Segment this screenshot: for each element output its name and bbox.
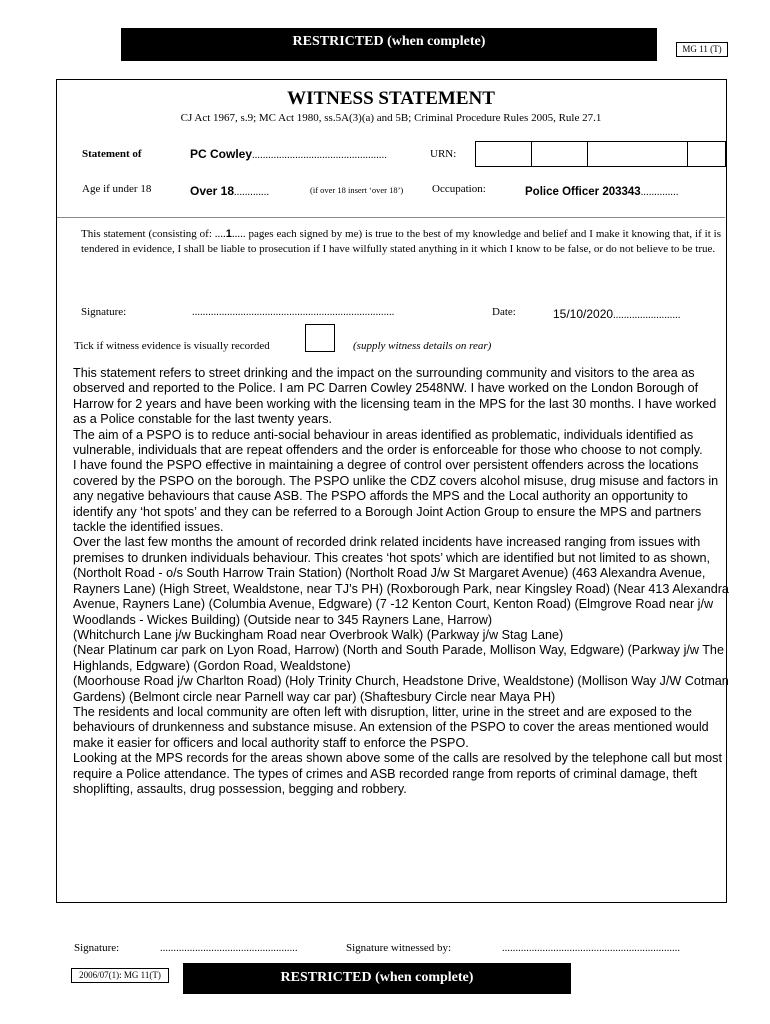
form-title: WITNESS STATEMENT [287, 88, 495, 109]
form-code-top: MG 11 (T) [676, 42, 728, 57]
tick-label: Tick if witness evidence is visually recorded [74, 340, 270, 352]
declaration-prefix: This statement (consisting of: .... [81, 228, 226, 240]
form-subtitle: CJ Act 1967, s.9; MC Act 1980, ss.5A(3)(a) and 5B; Criminal Procedure Rules 2005, Rule 27.1 [180, 112, 602, 124]
witnessed-signature-line[interactable]: .................................................................. [502, 943, 681, 954]
witnessed-label: Signature witnessed by: [346, 942, 452, 954]
statement-paragraph: Over the last few months the amount of recorded drink related incidents have increased ranging from issues with premises to drunken individuals behaviour. This creates ‘hot spots’ which are identified but not limited to as shown, [73, 535, 711, 565]
statement-paragraph: This statement refers to street drinking and the impact on the surrounding community and visitors to the area as observed and reported to the Police. I am PC Darren Cowley 2548NW. I have worked on the London Borough of Harrow for 2 years and have been working with the licensing team in the MPS for the last 30 months. I have worked as a Police constable for the last twenty years. [73, 366, 717, 427]
form-code-bottom: 2006/07(1): MG 11(T) [71, 968, 169, 983]
urn-cell-divider [587, 142, 588, 166]
tick-note: (supply witness details on rear) [353, 340, 492, 352]
statement-of-dots: .................................................. [252, 150, 388, 161]
urn-cell-divider [531, 142, 532, 166]
date-dots: ......................... [613, 310, 681, 321]
statement-paragraph: (Near Platinum car park on Lyon Road, Harrow) (North and South Parade, Mollison Way, Edgware) (Parkway j/w The Highlands, Edgware) (Gordon Road, Wealdstone) [73, 643, 724, 673]
statement-of-value: PC Cowley [190, 147, 253, 161]
occupation-field[interactable] [525, 182, 679, 200]
footer-signature-line[interactable]: ................................................... [160, 943, 298, 954]
visually-recorded-checkbox[interactable] [305, 324, 335, 352]
statement-paragraph: (Whitchurch Lane j/w Buckingham Road near Overbrook Walk) (Parkway j/w Stag Lane) [73, 627, 564, 642]
statement-of-field[interactable] [190, 145, 387, 163]
urn-field[interactable] [475, 141, 726, 167]
statement-paragraph: The residents and local community are often left with disruption, litter, urine in the street and are exposed to the behaviours of drunkenness and substance misuse. An extension of the PSPO to cover the areas mentioned would make it easier for officers and local authority staff to enforce the PSPO. [73, 704, 709, 750]
statement-paragraph: (Northolt Road - o/s South Harrow Train Station) (Northolt Road J/w St Margaret Avenue) (463 Alexandra Avenue, Rayners Lane) (High Street, Wealdstone, near TJ’s PH) (Roxborough Park, near Kingsley Road) (Near 413 Alexandra Avenue, Rayners Lane) (Columbia Avenue, Edgware) (7 -12 Kenton Court, Kenton Road) (Elmgrove Road near j/w Woodlands - Wickes Building) (Outside near to 345 Rayners Lane, Harrow) [73, 566, 729, 627]
age-field[interactable] [190, 182, 269, 200]
statement-paragraph: I have found the PSPO effective in maintaining a degree of control over persistent offenders across the locations covered by the PSPO on the borough. The PSPO unlike the CDZ covers alcohol misuse, drug misuse and factors in any negative behaviours that cause ASB. The PSPO affords the MPS and the Local authority an opportunity to identify any ‘hot spots’ and they can be referred to a Borough Joint Action Group to ensure the MPS and partners tackle the identified issues. [73, 458, 719, 535]
statement-body [73, 366, 729, 797]
declaration-suffix: ..... pages each signed by me) is true to the best of my knowledge and belief and I make it knowing that, if it is tendered in evidence, I shall be liable to prosecution if I have wilfully stated anything in it which I know to be false, or do not believe to be true. [81, 228, 722, 255]
statement-of-label: Statement of [82, 148, 142, 160]
age-value: Over 18 [190, 184, 235, 198]
statement-paragraph: Looking at the MPS records for the areas shown above some of the calls are resolved by the telephone call but most require a Police attendance. The types of crimes and ASB recorded range from reports of criminal damage, theft shoplifting, assaults, drug possession, begging and robbery. [73, 751, 722, 796]
age-label: Age if under 18 [82, 183, 152, 195]
urn-label: URN: [430, 148, 457, 160]
occupation-label: Occupation: [432, 183, 486, 195]
statement-paragraph: (Moorhouse Road j/w Charlton Road) (Holy Trinity Church, Headstone Drive, Wealdstone) (Mollison Way J/W Cotman Gardens) (Belmont circle near Parnell way car par) (Shaftesbury Circle near Maya PH) [73, 674, 729, 704]
declaration-text [81, 227, 721, 256]
date-label: Date: [492, 306, 516, 318]
date-field[interactable] [553, 305, 681, 323]
occupation-dots: .............. [640, 187, 679, 198]
age-dots: ............. [234, 187, 270, 198]
footer-signature-label: Signature: [74, 942, 120, 954]
signature-line[interactable]: ........................................................................... [192, 307, 395, 318]
declaration-pages: 1 [225, 228, 232, 240]
urn-cell-divider [687, 142, 688, 166]
header-divider [57, 217, 725, 218]
date-value: 15/10/2020 [553, 307, 614, 321]
statement-paragraph: The aim of a PSPO is to reduce anti-social behaviour in areas identified as problematic, individuals identified as vulnerable, individuals that are repeat offenders and the order is enforceable for those who choose to not comply. [73, 427, 703, 458]
occupation-value: Police Officer 203343 [525, 186, 641, 198]
restricted-banner-top: RESTRICTED (when complete) [121, 28, 657, 61]
restricted-banner-bottom: RESTRICTED (when complete) [183, 963, 571, 994]
age-note: (if over 18 insert ‘over 18’) [310, 185, 404, 195]
signature-label: Signature: [81, 306, 127, 318]
